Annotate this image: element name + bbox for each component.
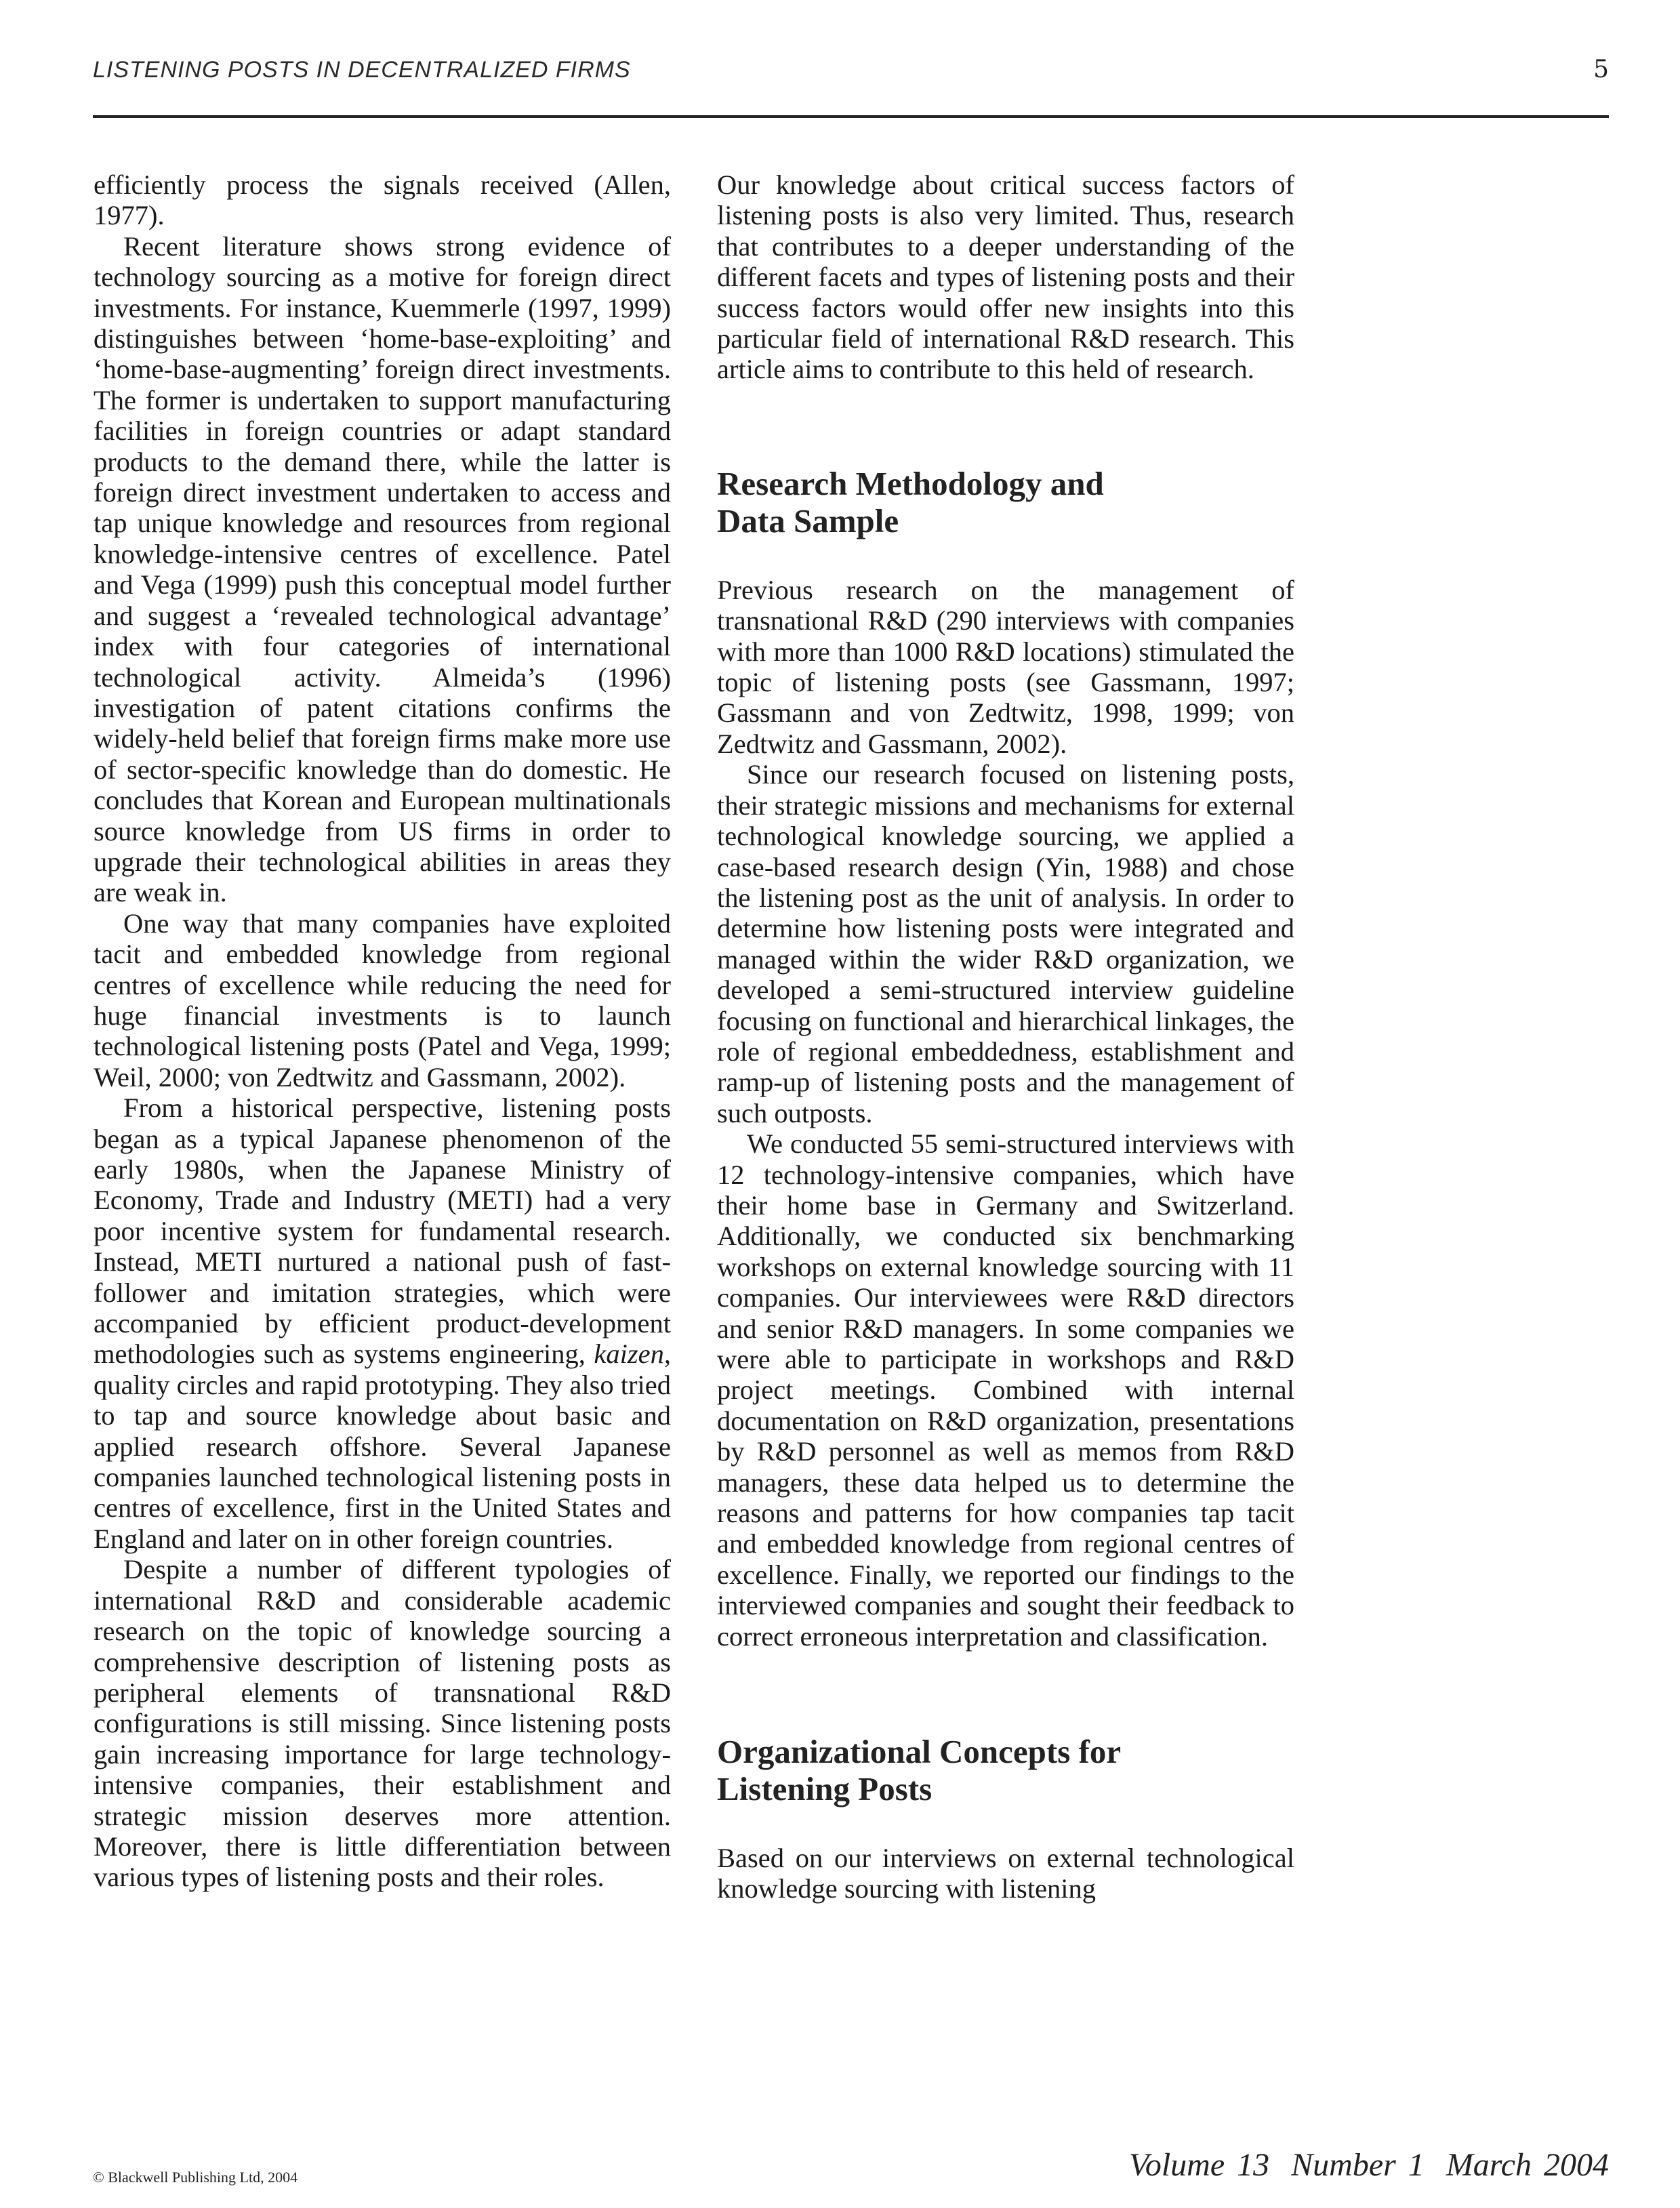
issue-date: March 2004 bbox=[1446, 2147, 1609, 2183]
right-column bbox=[717, 169, 1294, 1904]
issue-info bbox=[1129, 2146, 1609, 2184]
heading-line: Organizational Concepts for bbox=[717, 1733, 1122, 1771]
section-heading bbox=[717, 1733, 1294, 1807]
paragraph: One way that many companies have exploited tacit and embedded knowledge from regional centres of excellence while reducing the need for huge financial investments is to launch technological listening posts (Patel and Vega, 1999; Weil, 2000; von Zedtwitz and Gassmann, 2002). bbox=[94, 907, 671, 1092]
section-heading bbox=[717, 465, 1294, 539]
copyright-notice: © Blackwell Publishing Ltd, 2004 bbox=[93, 2169, 298, 2186]
paragraph: Previous research on the management of transnational R&D (290 interviews with companies with more than 1000 R&D locations) stimulated the topic of listening posts (see Gassmann, 1997; Gassmann and von Zedtwitz, 1998, 1999; von Zedtwitz and Gassmann, 2002). bbox=[717, 574, 1294, 759]
page-number: 5 bbox=[1593, 56, 1609, 83]
paragraph: Despite a number of different typologies of international R&D and considerable academic research on the topic of knowledge sourcing a comprehensive description of listening posts as peripheral elements of transnational R&D configurations is still missing. Since listening posts gain increasing importance for large technology-intensive companies, their establishment and strategic mission deserves more attention. Moreover, there is little differentiation between various types of listening posts and their roles. bbox=[94, 1554, 671, 1893]
paragraph: Our knowledge about critical success factors of listening posts is also very limited. Thus, research that contributes to a deeper understanding of the different facets and types of listening posts and their success factors would offer new insights into this particular field of international R&D research. This article aims to contribute to this held of research. bbox=[717, 169, 1294, 385]
running-title: LISTENING POSTS IN DECENTRALIZED FIRMS bbox=[93, 57, 631, 83]
header-rule bbox=[93, 115, 1609, 118]
paragraph-text: From a historical perspective, listening posts began as a typical Japanese phenomenon of the early 1980s, when the Japanese Ministry of Economy, Trade and Industry (METI) had a very poor incentive system for fundamental research. Instead, METI nurtured a national push of fast-follower and imitation strategies, which were accompanied by efficient product-development methodologies such as systems engineering, bbox=[94, 1092, 671, 1370]
italic-term: kaizen bbox=[594, 1338, 664, 1370]
paragraph: Based on our interviews on external technological knowledge sourcing with listening bbox=[717, 1843, 1294, 1904]
issue-number: Number 1 bbox=[1291, 2147, 1425, 2183]
paragraph: Since our research focused on listening posts, their strategic missions and mechanisms for external technological knowledge sourcing, we applied a case-based research design (Yin, 1988) and chose the listening post as the unit of analysis. In order to determine how listening posts were integrated and managed within the wider R&D organization, we developed a semi-structured interview guideline focusing on functional and hierarchical linkages, the role of regional embeddedness, establishment and ramp-up of listening posts and the management of such outposts. bbox=[717, 759, 1294, 1128]
left-column bbox=[94, 169, 671, 1893]
paragraph bbox=[94, 1092, 671, 1554]
heading-line: Listening Posts bbox=[717, 1770, 933, 1808]
paragraph: efficiently process the signals received (Allen, 1977). bbox=[94, 169, 671, 231]
volume: Volume 13 bbox=[1128, 2147, 1270, 2183]
paragraph: Recent literature shows strong evidence of technology sourcing as a motive for foreign direct investments. For instance, Kuemmerle (1997, 1999) distinguishes between ‘home-base-exploiting’ and ‘home-base-augmenting’ foreign direct investments. The former is undertaken to support manufacturing facilities in foreign countries or adapt standard products to the demand there, while the latter is foreign direct investment undertaken to access and tap unique knowledge and resources from regional knowledge-intensive centres of excellence. Patel and Vega (1999) push this conceptual model further and suggest a ‘revealed technological advantage’ index with four categories of international technological activity. Almeida’s (1996) investigation of patent citations confirms the widely-held belief that foreign firms make more use of sector-specific knowledge than do domestic. He concludes that Korean and European multinationals source knowledge from US firms in order to upgrade their technological abilities in areas they are weak in. bbox=[94, 230, 671, 908]
heading-line: Data Sample bbox=[717, 502, 899, 539]
paragraph-text: , quality circles and rapid prototyping. They also tried to tap and source knowledge about basic and applied research offshore. Several Japanese companies launched technological listening posts in centres of excellence, first in the United States and England and later on in other foreign countries. bbox=[94, 1338, 671, 1554]
heading-line: Research Methodology and bbox=[717, 464, 1104, 502]
paragraph: We conducted 55 semi-structured interviews with 12 technology-intensive companies, which have their home base in Germany and Switzerland. Additionally, we conducted six benchmarking workshops on external knowledge sourcing with 11 companies. Our interviewees were R&D directors and senior R&D managers. In some companies we were able to participate in workshops and R&D project meetings. Combined with internal documentation on R&D organization, presentations by R&D personnel as well as memos from R&D managers, these data helped us to determine the reasons and patterns for how companies tap tacit and embedded knowledge from regional centres of excellence. Finally, we reported our findings to the interviewed companies and sought their feedback to correct erroneous interpretation and classification. bbox=[717, 1128, 1294, 1652]
